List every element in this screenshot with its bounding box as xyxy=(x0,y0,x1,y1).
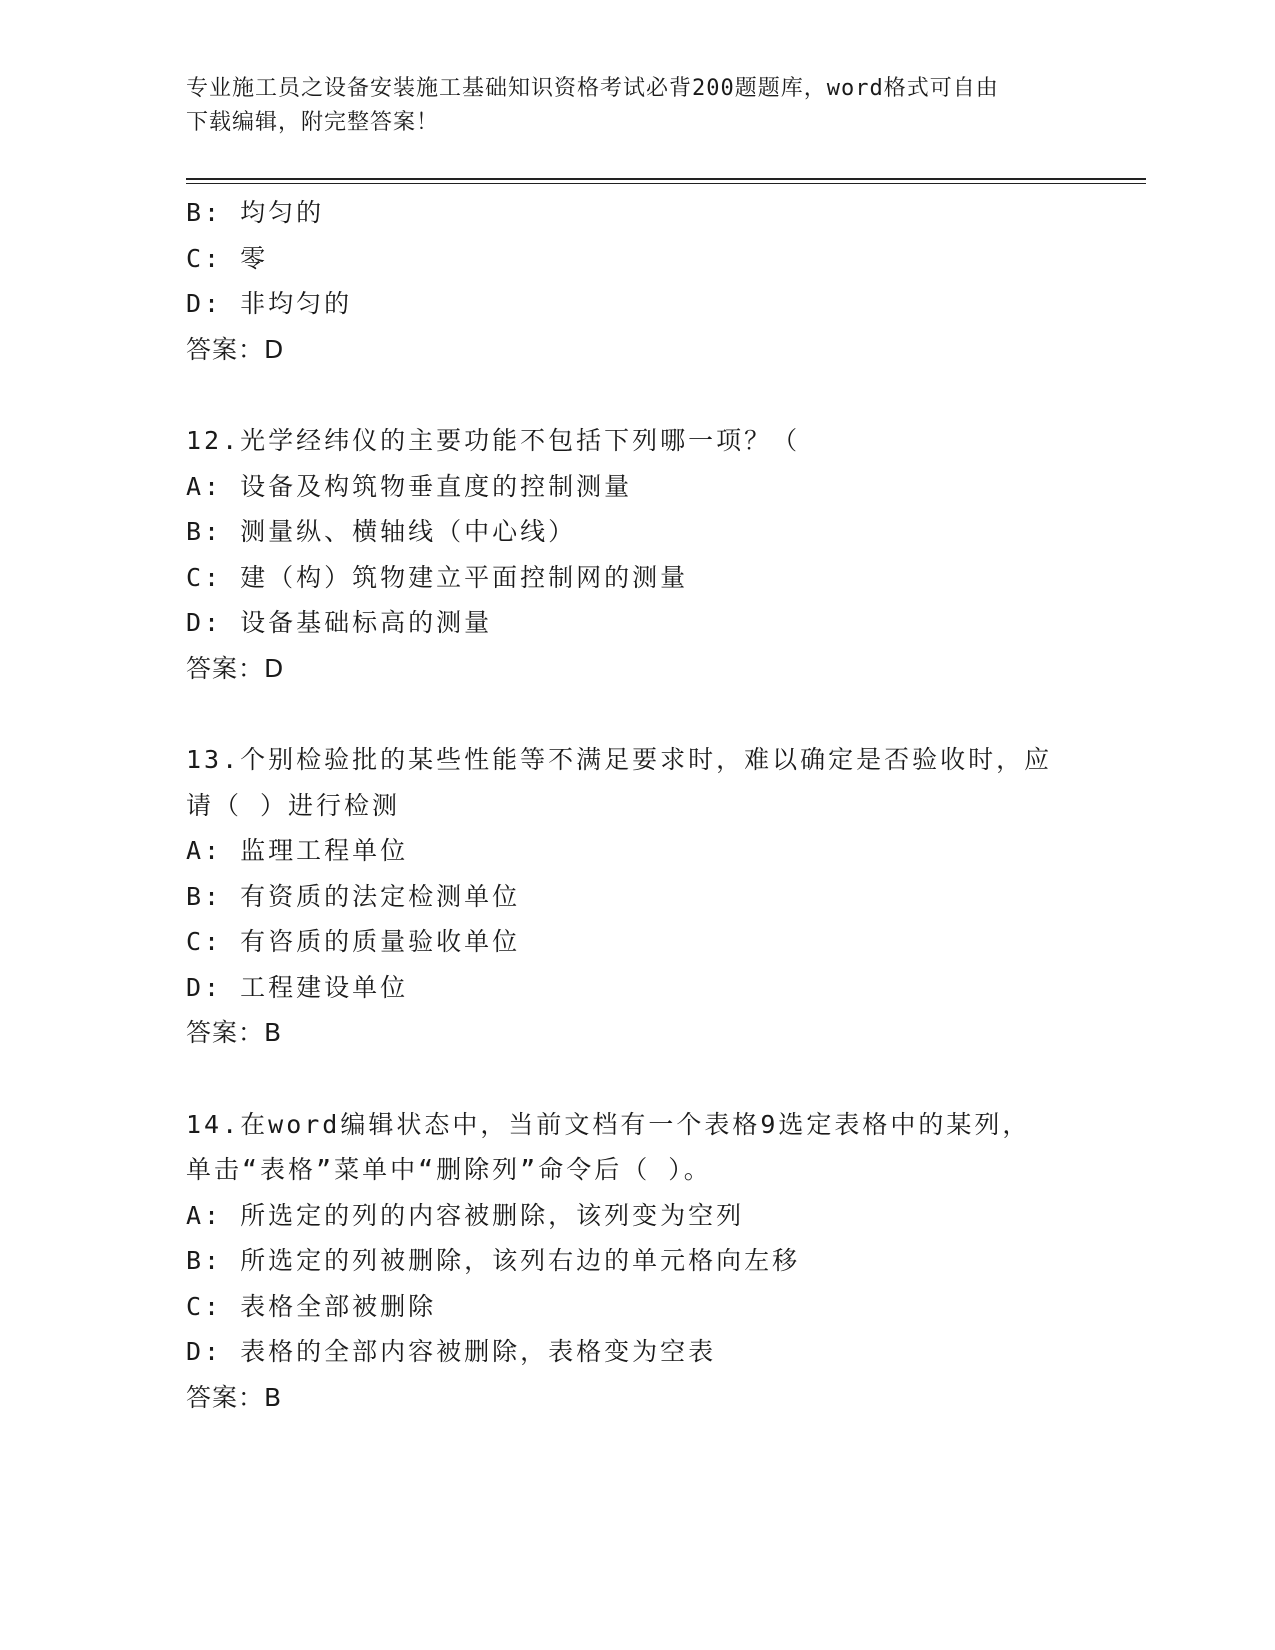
question-11-continued xyxy=(186,190,1086,372)
question-13 xyxy=(186,737,1086,1056)
option-c: C: 表格全部被删除 xyxy=(186,1291,437,1321)
option-a: A: 设备及构筑物垂直度的控制测量 xyxy=(186,471,633,501)
question-stem-line-2: 单击“表格”菜单中“删除列”命令后（ ）。 xyxy=(186,1155,712,1184)
header-line-2: 下载编辑，附完整答案！ xyxy=(186,110,440,135)
option-c: C: 建（构）筑物建立平面控制网的测量 xyxy=(186,562,689,592)
answer-line: 答案：D xyxy=(186,653,285,683)
header-divider-thin xyxy=(186,183,1146,184)
option-b: B: 所选定的列被删除，该列右边的单元格向左移 xyxy=(186,1246,801,1275)
option-a: A: 所选定的列的内容被删除，该列变为空列 xyxy=(186,1200,745,1230)
question-12 xyxy=(186,418,1086,691)
question-stem-line-1: 14.在word编辑状态中，当前文档有一个表格9选定表格中的某列， xyxy=(186,1109,1031,1139)
option-c: C: 零 xyxy=(186,243,269,273)
option-d: D: 表格的全部内容被删除，表格变为空表 xyxy=(186,1337,717,1366)
spacer xyxy=(186,691,1086,737)
option-b: B: 有资质的法定检测单位 xyxy=(186,881,521,911)
question-stem: 12.光学经纬仪的主要功能不包括下列哪一项？（ xyxy=(186,426,801,455)
header-divider-thick xyxy=(186,178,1146,180)
document-header xyxy=(186,72,1066,140)
option-d: D: 非均匀的 xyxy=(186,289,353,318)
question-14 xyxy=(186,1102,1086,1421)
spacer xyxy=(186,372,1086,418)
question-stem-line-1: 13.个别检验批的某些性能等不满足要求时，难以确定是否验收时，应 xyxy=(186,745,1053,774)
option-b: B: 测量纵、横轴线（中心线） xyxy=(186,517,577,546)
option-d: D: 设备基础标高的测量 xyxy=(186,608,493,637)
option-c: C: 有咨质的质量验收单位 xyxy=(186,927,521,956)
option-a: A: 监理工程单位 xyxy=(186,836,409,865)
header-line-1: 专业施工员之设备安装施工基础知识资格考试必背200题题库，word格式可自由 xyxy=(186,76,999,101)
question-stem-line-2: 请（ ）进行检测 xyxy=(186,790,401,820)
question-content xyxy=(186,190,1086,1420)
answer-line: 答案：B xyxy=(186,1018,283,1047)
answer-line: 答案：B xyxy=(186,1382,283,1412)
spacer xyxy=(186,1056,1086,1102)
option-d: D: 工程建设单位 xyxy=(186,972,409,1002)
option-b: B: 均匀的 xyxy=(186,198,325,227)
answer-line: 答案：D xyxy=(186,334,285,364)
